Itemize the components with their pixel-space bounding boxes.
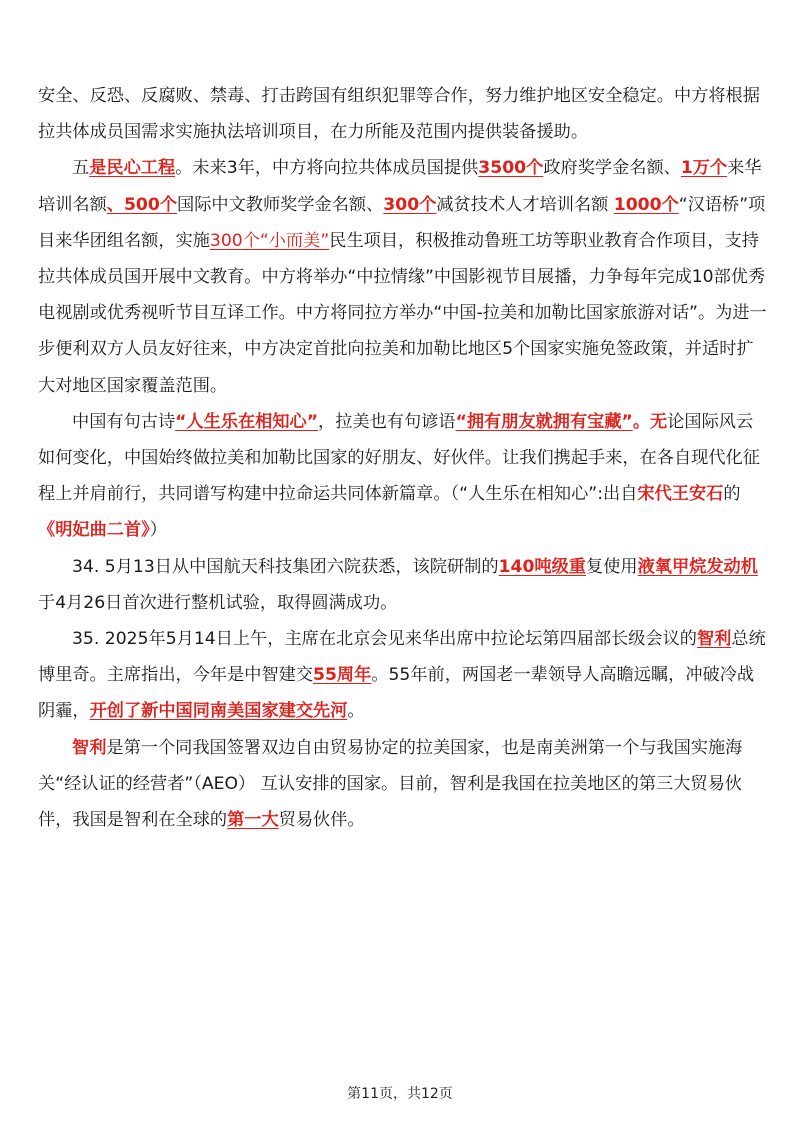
- text: 减贫技术人才培训名额: [436, 194, 609, 215]
- text: 安全、反恐、反腐败、禁毒、打击跨国有组织犯罪等合作，努力维护地区安全稳定。中方将根据拉共体成员国需求实施执法培训项目，在力所能及范围内提供装备援助。: [38, 86, 760, 143]
- text: 来华培训名额: [38, 158, 762, 215]
- text: 民生项目，积极推动鲁班工坊等职业教育合作项目，支持拉共体成员国开展中文教育。中方将举办“中拉情缘”中国影视节目展播，力争每年完成10部优秀电视剧或优秀视听节目互译工作。中方将同拉方举办“中国-拉美和加勒比国家旅游对话”。为进一步便利双方人员友好往来，中方决定首批向拉美和加勒比地区5个国家实施免签政策，并适时扩大对地区国家覆盖范围。: [38, 230, 767, 396]
- text: 政府奖学金名额、: [543, 158, 681, 179]
- paragraph-item-35: [38, 621, 768, 730]
- text: 五: [72, 158, 90, 179]
- highlight-text: 。无: [632, 411, 668, 432]
- text: 中国有句古诗: [72, 411, 176, 432]
- highlight-text: 140吨级重: [498, 556, 586, 577]
- paragraph-people-to-people: [38, 150, 768, 403]
- text: “汉语桥”项目来华团组名额，实施: [38, 194, 766, 251]
- text: 。55年前，两国老一辈领导人高瞻远瞩，冲破冷战阴霾，: [38, 665, 755, 722]
- highlight-text: “拥有朋友就拥有宝藏”: [455, 411, 633, 432]
- highlight-text: 是民心工程: [89, 158, 176, 179]
- text: 贸易伙伴。: [278, 810, 365, 831]
- text: 35. 2025年5月14日上午，主席在北京会见来华出席中拉论坛第四届部长级会议的: [72, 629, 697, 650]
- text: 总统博里奇。主席指出，今年是中智建交: [38, 629, 766, 686]
- highlight-text: 300个“小而美”: [209, 230, 330, 251]
- text: 的: [723, 484, 741, 505]
- document-body: [38, 78, 768, 838]
- highlight-text: 1000个: [613, 194, 679, 215]
- highlight-text: 第一大: [227, 810, 279, 831]
- text: 复使用: [586, 556, 638, 577]
- highlight-text: 开创了新中国同南美国家建交先河: [89, 701, 348, 722]
- highlight-text: 宋代王安石: [637, 484, 724, 505]
- highlight-text: 300个: [383, 194, 437, 215]
- paragraph-security-cooperation: [38, 78, 768, 150]
- highlight-text: 3500个: [478, 158, 544, 179]
- text: ）: [149, 520, 167, 541]
- text: ，拉美也有句谚语: [318, 411, 456, 432]
- highlight-text: 智利: [696, 629, 732, 650]
- paragraph-item-34: [38, 549, 768, 621]
- highlight-text: 1万个: [680, 158, 728, 179]
- highlight-text: “人生乐在相知心”: [175, 411, 319, 432]
- highlight-text: 智利: [72, 737, 107, 758]
- text: 论国际风云如何变化，中国始终做拉美和加勒比国家的好朋友、好伙伴。让我们携起手来，在各自现代化征程上并肩前行，共同谱写构建中拉命运共同体新篇章。（“人生乐在相知心”:出自: [38, 411, 760, 505]
- paragraph-chile-trade: [38, 730, 768, 839]
- text: 国际中文教师奖学金名额、: [177, 194, 384, 215]
- paragraph-closing-quote: [38, 404, 768, 549]
- highlight-text: 液氧甲烷发动机: [637, 556, 758, 577]
- text: 。: [347, 701, 365, 722]
- text: 于4月26日首次进行整机试验，取得圆满成功。: [38, 592, 398, 613]
- highlight-text: 55周年: [313, 665, 372, 686]
- text: 是第一个同我国签署双边自由贸易协定的拉美国家，也是南美洲第一个与我国实施海关“经认证的经营者”（AEO） 互认安排的国家。目前，智利是我国在拉美地区的第三大贸易伙伴，我国是智利在全球的: [38, 737, 743, 831]
- highlight-text: 、500个: [106, 194, 178, 215]
- highlight-text: 《明妃曲二首》: [38, 520, 150, 541]
- page-number: 第11页，共12页: [347, 1086, 453, 1102]
- text: 。未来3年，中方将向拉共体成员国提供: [175, 158, 479, 179]
- text: 34. 5月13日从中国航天科技集团六院获悉，该院研制的: [72, 556, 499, 577]
